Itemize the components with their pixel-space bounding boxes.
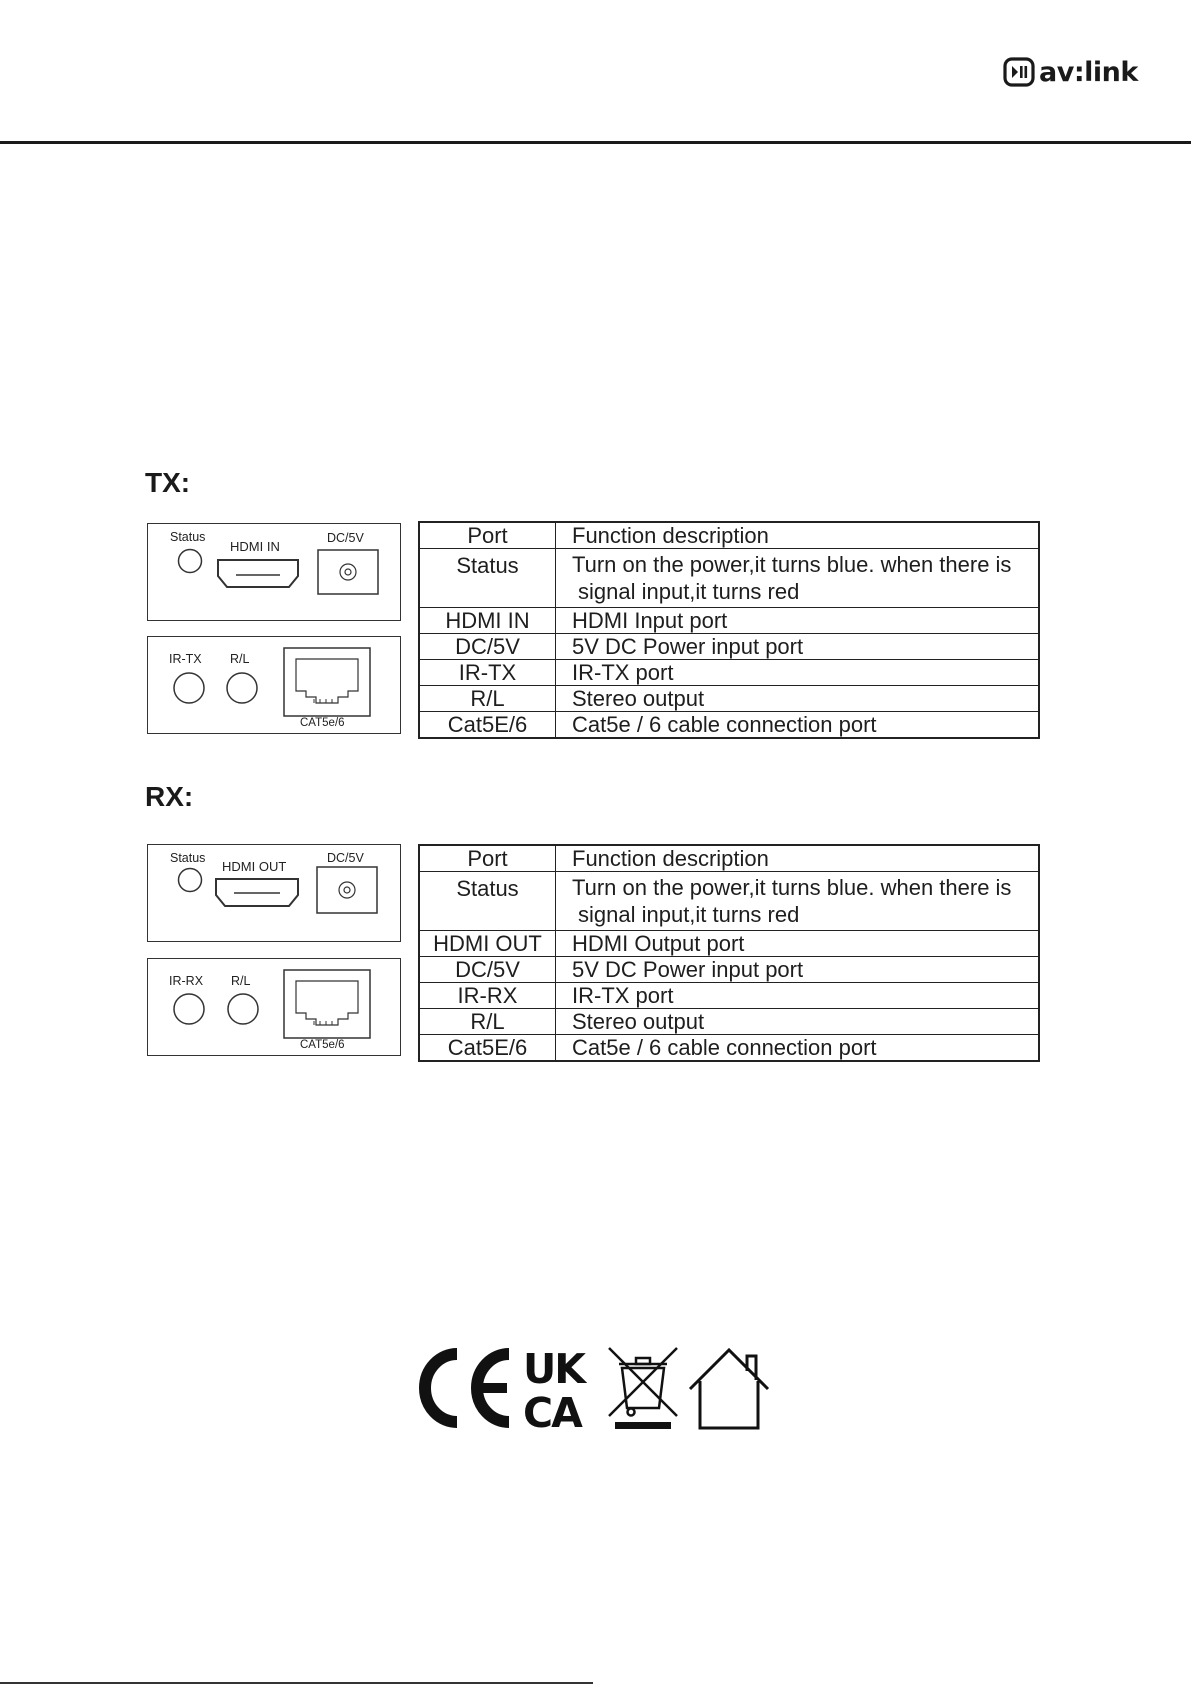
hdmi-port-icon xyxy=(218,560,298,587)
description-cell xyxy=(556,549,1040,608)
description-cell: Cat5e / 6 cable connection port xyxy=(556,712,1040,739)
port-cell: Cat5E/6 xyxy=(419,1035,556,1062)
play-pause-icon xyxy=(1003,57,1035,87)
dc-label: DC/5V xyxy=(327,531,364,545)
table-header-row xyxy=(419,845,1039,872)
rx-port-table xyxy=(418,844,1040,1062)
svg-text:CA: CA xyxy=(523,1389,581,1430)
status-label: Status xyxy=(170,530,206,544)
weee-bin-icon xyxy=(609,1348,677,1429)
dc-jack-icon xyxy=(318,550,378,594)
description-cell: Stereo output xyxy=(556,1009,1040,1035)
description-line: signal input,it turns red xyxy=(578,579,800,604)
table-row xyxy=(419,549,1039,608)
port-cell: Cat5E/6 xyxy=(419,712,556,739)
certification-marks xyxy=(417,1346,777,1435)
table-row xyxy=(419,872,1039,931)
ir-label: IR-TX xyxy=(169,652,202,666)
dc-jack-icon xyxy=(317,867,377,913)
rx-rear-panel xyxy=(147,958,401,1056)
hdmi-label: HDMI OUT xyxy=(222,859,287,874)
ir-label: IR-RX xyxy=(169,974,204,988)
description-line: signal input,it turns red xyxy=(578,902,800,927)
cat-label: CAT5e/6 xyxy=(300,717,345,729)
brand-logo xyxy=(1003,54,1138,90)
description-cell: 5V DC Power input port xyxy=(556,634,1040,660)
tx-rear-panel xyxy=(147,636,401,734)
tx-section-title: TX: xyxy=(145,467,191,498)
audio-jack-icon xyxy=(228,994,258,1024)
port-cell: HDMI IN xyxy=(419,608,556,634)
table-row xyxy=(419,608,1039,634)
footer-divider xyxy=(0,1682,593,1684)
rx-front-panel xyxy=(147,844,401,942)
table-row xyxy=(419,957,1039,983)
description-line: Turn on the power,it turns blue. when there is xyxy=(572,875,1012,900)
table-row xyxy=(419,712,1039,739)
table-row xyxy=(419,686,1039,712)
table-row xyxy=(419,634,1039,660)
brand-logo-text: av:link xyxy=(1039,56,1138,88)
indoor-use-house-icon xyxy=(690,1350,768,1428)
rl-label: R/L xyxy=(230,652,250,666)
column-header-function: Function description xyxy=(556,522,1040,549)
dc-label: DC/5V xyxy=(327,851,364,865)
description-cell: HDMI Input port xyxy=(556,608,1040,634)
status-led-icon xyxy=(179,869,202,892)
port-cell: R/L xyxy=(419,1009,556,1035)
cat-label: CAT5e/6 xyxy=(300,1039,345,1051)
port-cell: DC/5V xyxy=(419,634,556,660)
ukca-mark-icon xyxy=(523,1346,588,1430)
table-row xyxy=(419,931,1039,957)
status-label: Status xyxy=(170,851,206,865)
description-cell: IR-TX port xyxy=(556,983,1040,1009)
header-divider xyxy=(0,141,1191,144)
hdmi-label: HDMI IN xyxy=(230,539,280,554)
table-row xyxy=(419,660,1039,686)
table-header-row xyxy=(419,522,1039,549)
status-led-icon xyxy=(179,550,202,573)
ir-jack-icon xyxy=(174,994,204,1024)
description-cell: Stereo output xyxy=(556,686,1040,712)
audio-jack-icon xyxy=(227,673,257,703)
description-cell xyxy=(556,872,1040,931)
port-cell: Status xyxy=(419,549,556,608)
column-header-function: Function description xyxy=(556,845,1040,872)
table-row xyxy=(419,983,1039,1009)
tx-port-table xyxy=(418,521,1040,739)
description-cell: 5V DC Power input port xyxy=(556,957,1040,983)
port-cell: Status xyxy=(419,872,556,931)
description-cell: HDMI Output port xyxy=(556,931,1040,957)
description-cell: Cat5e / 6 cable connection port xyxy=(556,1035,1040,1062)
rx-section-title: RX: xyxy=(145,781,194,812)
column-header-port: Port xyxy=(419,522,556,549)
port-cell: DC/5V xyxy=(419,957,556,983)
rj45-port-icon xyxy=(284,648,370,716)
ir-jack-icon xyxy=(174,673,204,703)
ce-mark-icon xyxy=(425,1354,509,1422)
svg-text:UK: UK xyxy=(523,1346,585,1393)
port-cell: IR-RX xyxy=(419,983,556,1009)
description-line: Turn on the power,it turns blue. when there is xyxy=(572,552,1012,577)
rl-label: R/L xyxy=(231,974,251,988)
port-cell: HDMI OUT xyxy=(419,931,556,957)
description-cell: IR-TX port xyxy=(556,660,1040,686)
table-row xyxy=(419,1009,1039,1035)
port-cell: IR-TX xyxy=(419,660,556,686)
rj45-port-icon xyxy=(284,970,370,1038)
tx-front-panel xyxy=(147,523,401,621)
port-cell: R/L xyxy=(419,686,556,712)
table-row xyxy=(419,1035,1039,1062)
column-header-port: Port xyxy=(419,845,556,872)
